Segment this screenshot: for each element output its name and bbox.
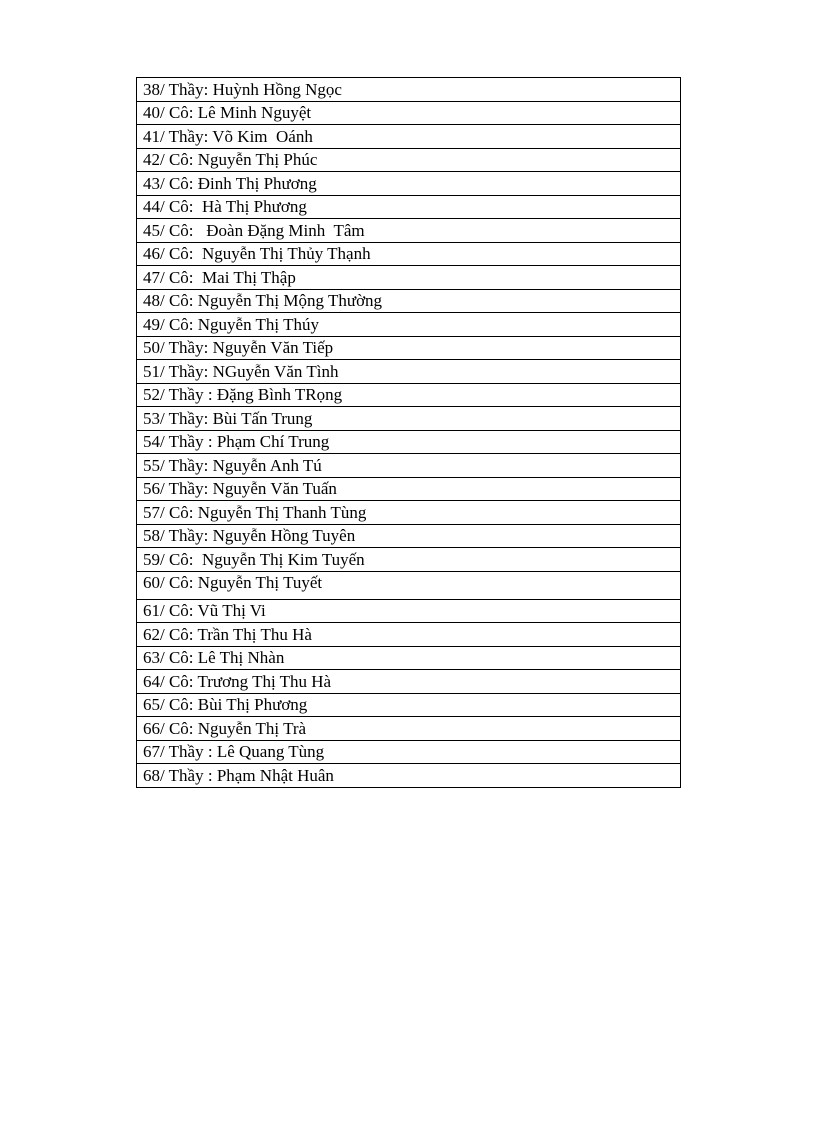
table-row	[137, 548, 681, 572]
table-row	[137, 336, 681, 360]
teacher-cell: 49/ Cô: Nguyễn Thị Thúy	[137, 313, 681, 337]
teacher-cell: 52/ Thầy : Đặng Bình TRọng	[137, 383, 681, 407]
teacher-cell: 54/ Thầy : Phạm Chí Trung	[137, 430, 681, 454]
teacher-cell: 41/ Thầy: Võ Kim Oánh	[137, 125, 681, 149]
table-row	[137, 101, 681, 125]
teacher-cell: 45/ Cô: Đoàn Đặng Minh Tâm	[137, 219, 681, 243]
teacher-cell: 61/ Cô: Vũ Thị Vi	[137, 599, 681, 623]
teacher-cell: 59/ Cô: Nguyễn Thị Kim Tuyến	[137, 548, 681, 572]
table-row	[137, 289, 681, 313]
teacher-cell: 62/ Cô: Trần Thị Thu Hà	[137, 623, 681, 647]
table-row	[137, 693, 681, 717]
table-row	[137, 125, 681, 149]
table-row	[137, 501, 681, 525]
table-row	[137, 571, 681, 599]
teacher-cell: 38/ Thầy: Huỳnh Hồng Ngọc	[137, 78, 681, 102]
table-row	[137, 313, 681, 337]
teacher-cell: 57/ Cô: Nguyễn Thị Thanh Tùng	[137, 501, 681, 525]
table-row	[137, 383, 681, 407]
teacher-cell: 40/ Cô: Lê Minh Nguyệt	[137, 101, 681, 125]
teacher-cell: 55/ Thầy: Nguyễn Anh Tú	[137, 454, 681, 478]
teacher-cell: 42/ Cô: Nguyễn Thị Phúc	[137, 148, 681, 172]
table-row	[137, 172, 681, 196]
teacher-cell: 46/ Cô: Nguyễn Thị Thủy Thạnh	[137, 242, 681, 266]
table-row	[137, 360, 681, 384]
table-row	[137, 524, 681, 548]
table-row	[137, 407, 681, 431]
table-row	[137, 266, 681, 290]
teacher-list-body	[137, 78, 681, 788]
table-row	[137, 78, 681, 102]
teacher-cell: 53/ Thầy: Bùi Tấn Trung	[137, 407, 681, 431]
table-row	[137, 148, 681, 172]
table-row	[137, 740, 681, 764]
teacher-cell: 67/ Thầy : Lê Quang Tùng	[137, 740, 681, 764]
table-row	[137, 670, 681, 694]
table-row	[137, 430, 681, 454]
table-row	[137, 599, 681, 623]
teacher-cell: 66/ Cô: Nguyễn Thị Trà	[137, 717, 681, 741]
teacher-cell: 47/ Cô: Mai Thị Thập	[137, 266, 681, 290]
teacher-cell: 60/ Cô: Nguyễn Thị Tuyết	[137, 571, 681, 599]
teacher-cell: 56/ Thầy: Nguyễn Văn Tuấn	[137, 477, 681, 501]
teacher-list-table	[136, 77, 681, 788]
teacher-cell: 44/ Cô: Hà Thị Phương	[137, 195, 681, 219]
teacher-cell: 50/ Thầy: Nguyễn Văn Tiếp	[137, 336, 681, 360]
table-row	[137, 623, 681, 647]
teacher-cell: 65/ Cô: Bùi Thị Phương	[137, 693, 681, 717]
teacher-cell: 63/ Cô: Lê Thị Nhàn	[137, 646, 681, 670]
table-row	[137, 646, 681, 670]
table-row	[137, 219, 681, 243]
teacher-cell: 64/ Cô: Trương Thị Thu Hà	[137, 670, 681, 694]
teacher-cell: 58/ Thầy: Nguyễn Hồng Tuyên	[137, 524, 681, 548]
table-row	[137, 764, 681, 788]
teacher-cell: 68/ Thầy : Phạm Nhật Huân	[137, 764, 681, 788]
table-row	[137, 477, 681, 501]
table-row	[137, 717, 681, 741]
teacher-cell: 48/ Cô: Nguyễn Thị Mộng Thường	[137, 289, 681, 313]
teacher-cell: 43/ Cô: Đinh Thị Phương	[137, 172, 681, 196]
table-row	[137, 195, 681, 219]
teacher-cell: 51/ Thầy: NGuyễn Văn Tình	[137, 360, 681, 384]
table-row	[137, 454, 681, 478]
table-row	[137, 242, 681, 266]
